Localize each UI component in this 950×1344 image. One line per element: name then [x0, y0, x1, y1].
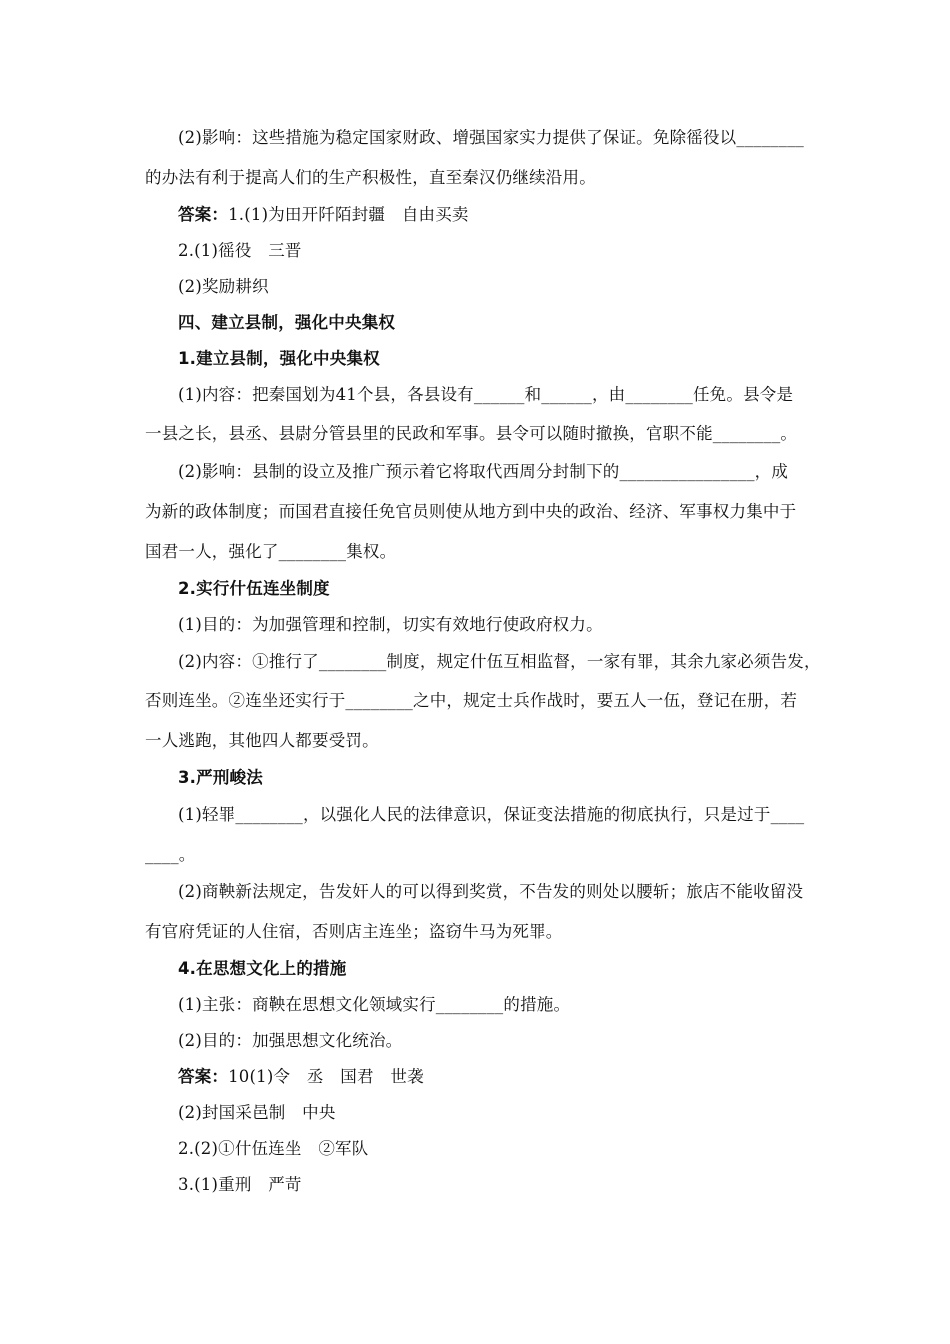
answer-line: (2)奖励耕织 [178, 277, 269, 296]
paragraph-line: 国君一人，强化了________集权。 [145, 542, 397, 561]
paragraph-line: 为新的政体制度；而国君直接任免官员则使从地方到中央的政治、经济、军事权力集中于 [145, 502, 797, 521]
answer-text: 1.(1)为田开阡陌封疆 自由买卖 [228, 205, 469, 224]
subsection-heading: 3.严刑峻法 [178, 768, 263, 787]
paragraph-line: (2)影响：这些措施为稳定国家财政、增强国家实力提供了保证。免除徭役以________ [178, 128, 804, 147]
paragraph-line: (1)轻罪________，以强化人民的法律意识，保证变法措施的彻底执行，只是过于____ [178, 805, 805, 824]
paragraph-line: (2)内容：①推行了________制度，规定什伍互相监督，一家有罪，其余九家必须告发， [178, 652, 821, 671]
answer-line: (2)封国采邑制 中央 [178, 1103, 336, 1122]
paragraph-line: 一县之长，县丞、县尉分管县里的民政和军事。县令可以随时撤换，官职不能________。 [145, 424, 798, 443]
paragraph-line: 一人逃跑，其他四人都要受罚。 [145, 731, 379, 750]
paragraph-line: (2)商鞅新法规定，告发奸人的可以得到奖赏，不告发的则处以腰斩；旅店不能收留没 [178, 882, 804, 901]
paragraph-line: 的办法有利于提高人们的生产积极性，直至秦汉仍继续沿用。 [145, 168, 596, 187]
answer-line [178, 204, 843, 226]
section-heading: 四、建立县制，强化中央集权 [178, 313, 396, 332]
answer-line: 2.(1)徭役 三晋 [178, 241, 302, 260]
paragraph-line: (2)影响：县制的设立及推广预示着它将取代西周分封制下的________________，成 [178, 462, 789, 481]
subsection-heading: 1.建立县制，强化中央集权 [178, 349, 380, 368]
subsection-heading: 2.实行什伍连坐制度 [178, 579, 330, 598]
answer-line: 2.(2)①什伍连坐 ②军队 [178, 1139, 369, 1158]
paragraph-line: (1)主张：商鞅在思想文化领域实行________的措施。 [178, 995, 571, 1014]
paragraph-line: (1)目的：为加强管理和控制，切实有效地行使政府权力。 [178, 615, 603, 634]
paragraph-line: ____。 [145, 845, 196, 864]
paragraph-line: (2)目的：加强思想文化统治。 [178, 1031, 403, 1050]
answer-label: 答案： [178, 1067, 229, 1086]
answer-line [178, 1066, 843, 1088]
answer-text: 10(1)令 丞 国君 世袭 [228, 1067, 424, 1086]
answer-label: 答案： [178, 205, 229, 224]
paragraph-line: (1)内容：把秦国划为41个县，各县设有______和______，由________任免。县令是 [178, 385, 794, 404]
paragraph-line: 否则连坐。②连坐还实行于________之中，规定士兵作战时，要五人一伍，登记在册，若 [145, 691, 798, 710]
subsection-heading: 4.在思想文化上的措施 [178, 959, 347, 978]
paragraph-line: 有官府凭证的人住宿，否则店主连坐；盗窃牛马为死罪。 [145, 922, 563, 941]
answer-line: 3.(1)重刑 严苛 [178, 1175, 302, 1194]
